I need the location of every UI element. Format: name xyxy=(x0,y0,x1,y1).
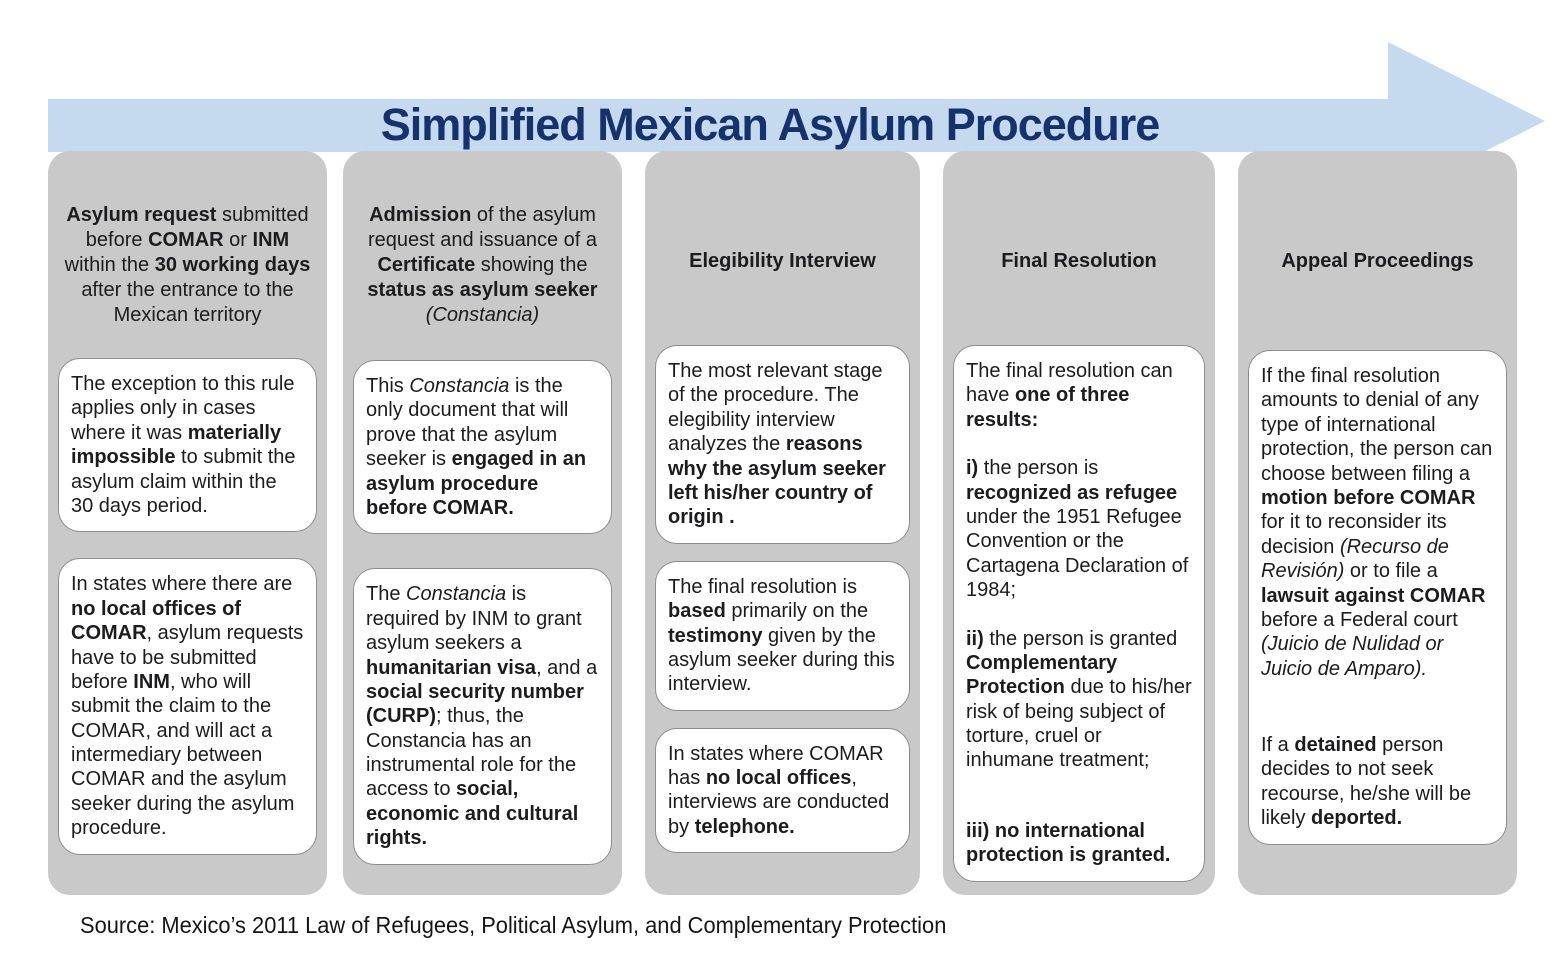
source-note: Source: Mexico’s 2011 Law of Refugees, Political Asylum, and Complementary Protection xyxy=(80,912,947,938)
info-box-exception-rule: The exception to this rule applies only in cases where it was materially impossible to submit the asylum claim within the 30 days period. xyxy=(58,358,317,532)
info-box-no-local-offices: In states where there are no local offices of COMAR, asylum requests have to be submitted before INM, who will submit the claim to the COMAR, and will act a intermediary between COMAR and the asylum seeker during the asylum procedure. xyxy=(58,558,317,854)
info-box-testimony: The final resolution is based primarily on the testimony given by the asylum seeker during this interview. xyxy=(655,561,910,711)
column-final-resolution xyxy=(943,151,1215,895)
column-asylum-request xyxy=(48,151,327,895)
info-box-interview-stage: The most relevant stage of the procedure. The elegibility interview analyzes the reasons why the asylum seeker left his/her country of origin . xyxy=(655,345,910,544)
info-box-telephone-interviews: In states where COMAR has no local offices, interviews are conducted by telephone. xyxy=(655,728,910,854)
column-admission xyxy=(343,151,622,895)
column-appeal-proceedings xyxy=(1238,151,1517,895)
info-box-constancia-rights: The Constancia is required by INM to grant asylum seekers a humanitarian visa, and a social security number (CURP); thus, the Constancia has an instrumental role for the access to social, economic and cultural rights. xyxy=(353,568,612,864)
page-title: Simplified Mexican Asylum Procedure xyxy=(380,99,1160,150)
column-header: Asylum request submitted before COMAR or INM within the 30 working days after the entrance to the Mexican territory xyxy=(64,204,311,326)
column-header: Elegibility Interview xyxy=(689,250,876,272)
info-box-constancia-proof: This Constancia is the only document that will prove that the asylum seeker is engaged in an asylum procedure before COMAR. xyxy=(353,360,612,534)
info-box-appeal-options: If the final resolution amounts to denial of any type of international protection, the person can choose between filing a motion before COMAR for it to reconsider its decision (Recurso de Revisión) or to file a lawsuit against COMAR before a Federal court (Juicio de Nulidad or Juicio de Amparo). If a detained person decides to not seek recourse, he/she will be likely deported. xyxy=(1248,350,1507,845)
info-box-three-results: The final resolution can have one of three results: i) the person is recognized as refugee under the 1951 Refugee Convention or the Cartagena Declaration of 1984; ii) the person is granted Complementary Protection due to his/her risk of being subject of torture, cruel or inhumane treatment; iii) no international protection is granted. xyxy=(953,345,1205,882)
column-header: Admission of the asylum request and issuance of a Certificate showing the status as asylum seeker (Constancia) xyxy=(367,204,598,326)
column-header: Final Resolution xyxy=(1001,250,1157,272)
column-header: Appeal Proceedings xyxy=(1281,250,1474,272)
column-elegibility-interview xyxy=(645,151,920,895)
